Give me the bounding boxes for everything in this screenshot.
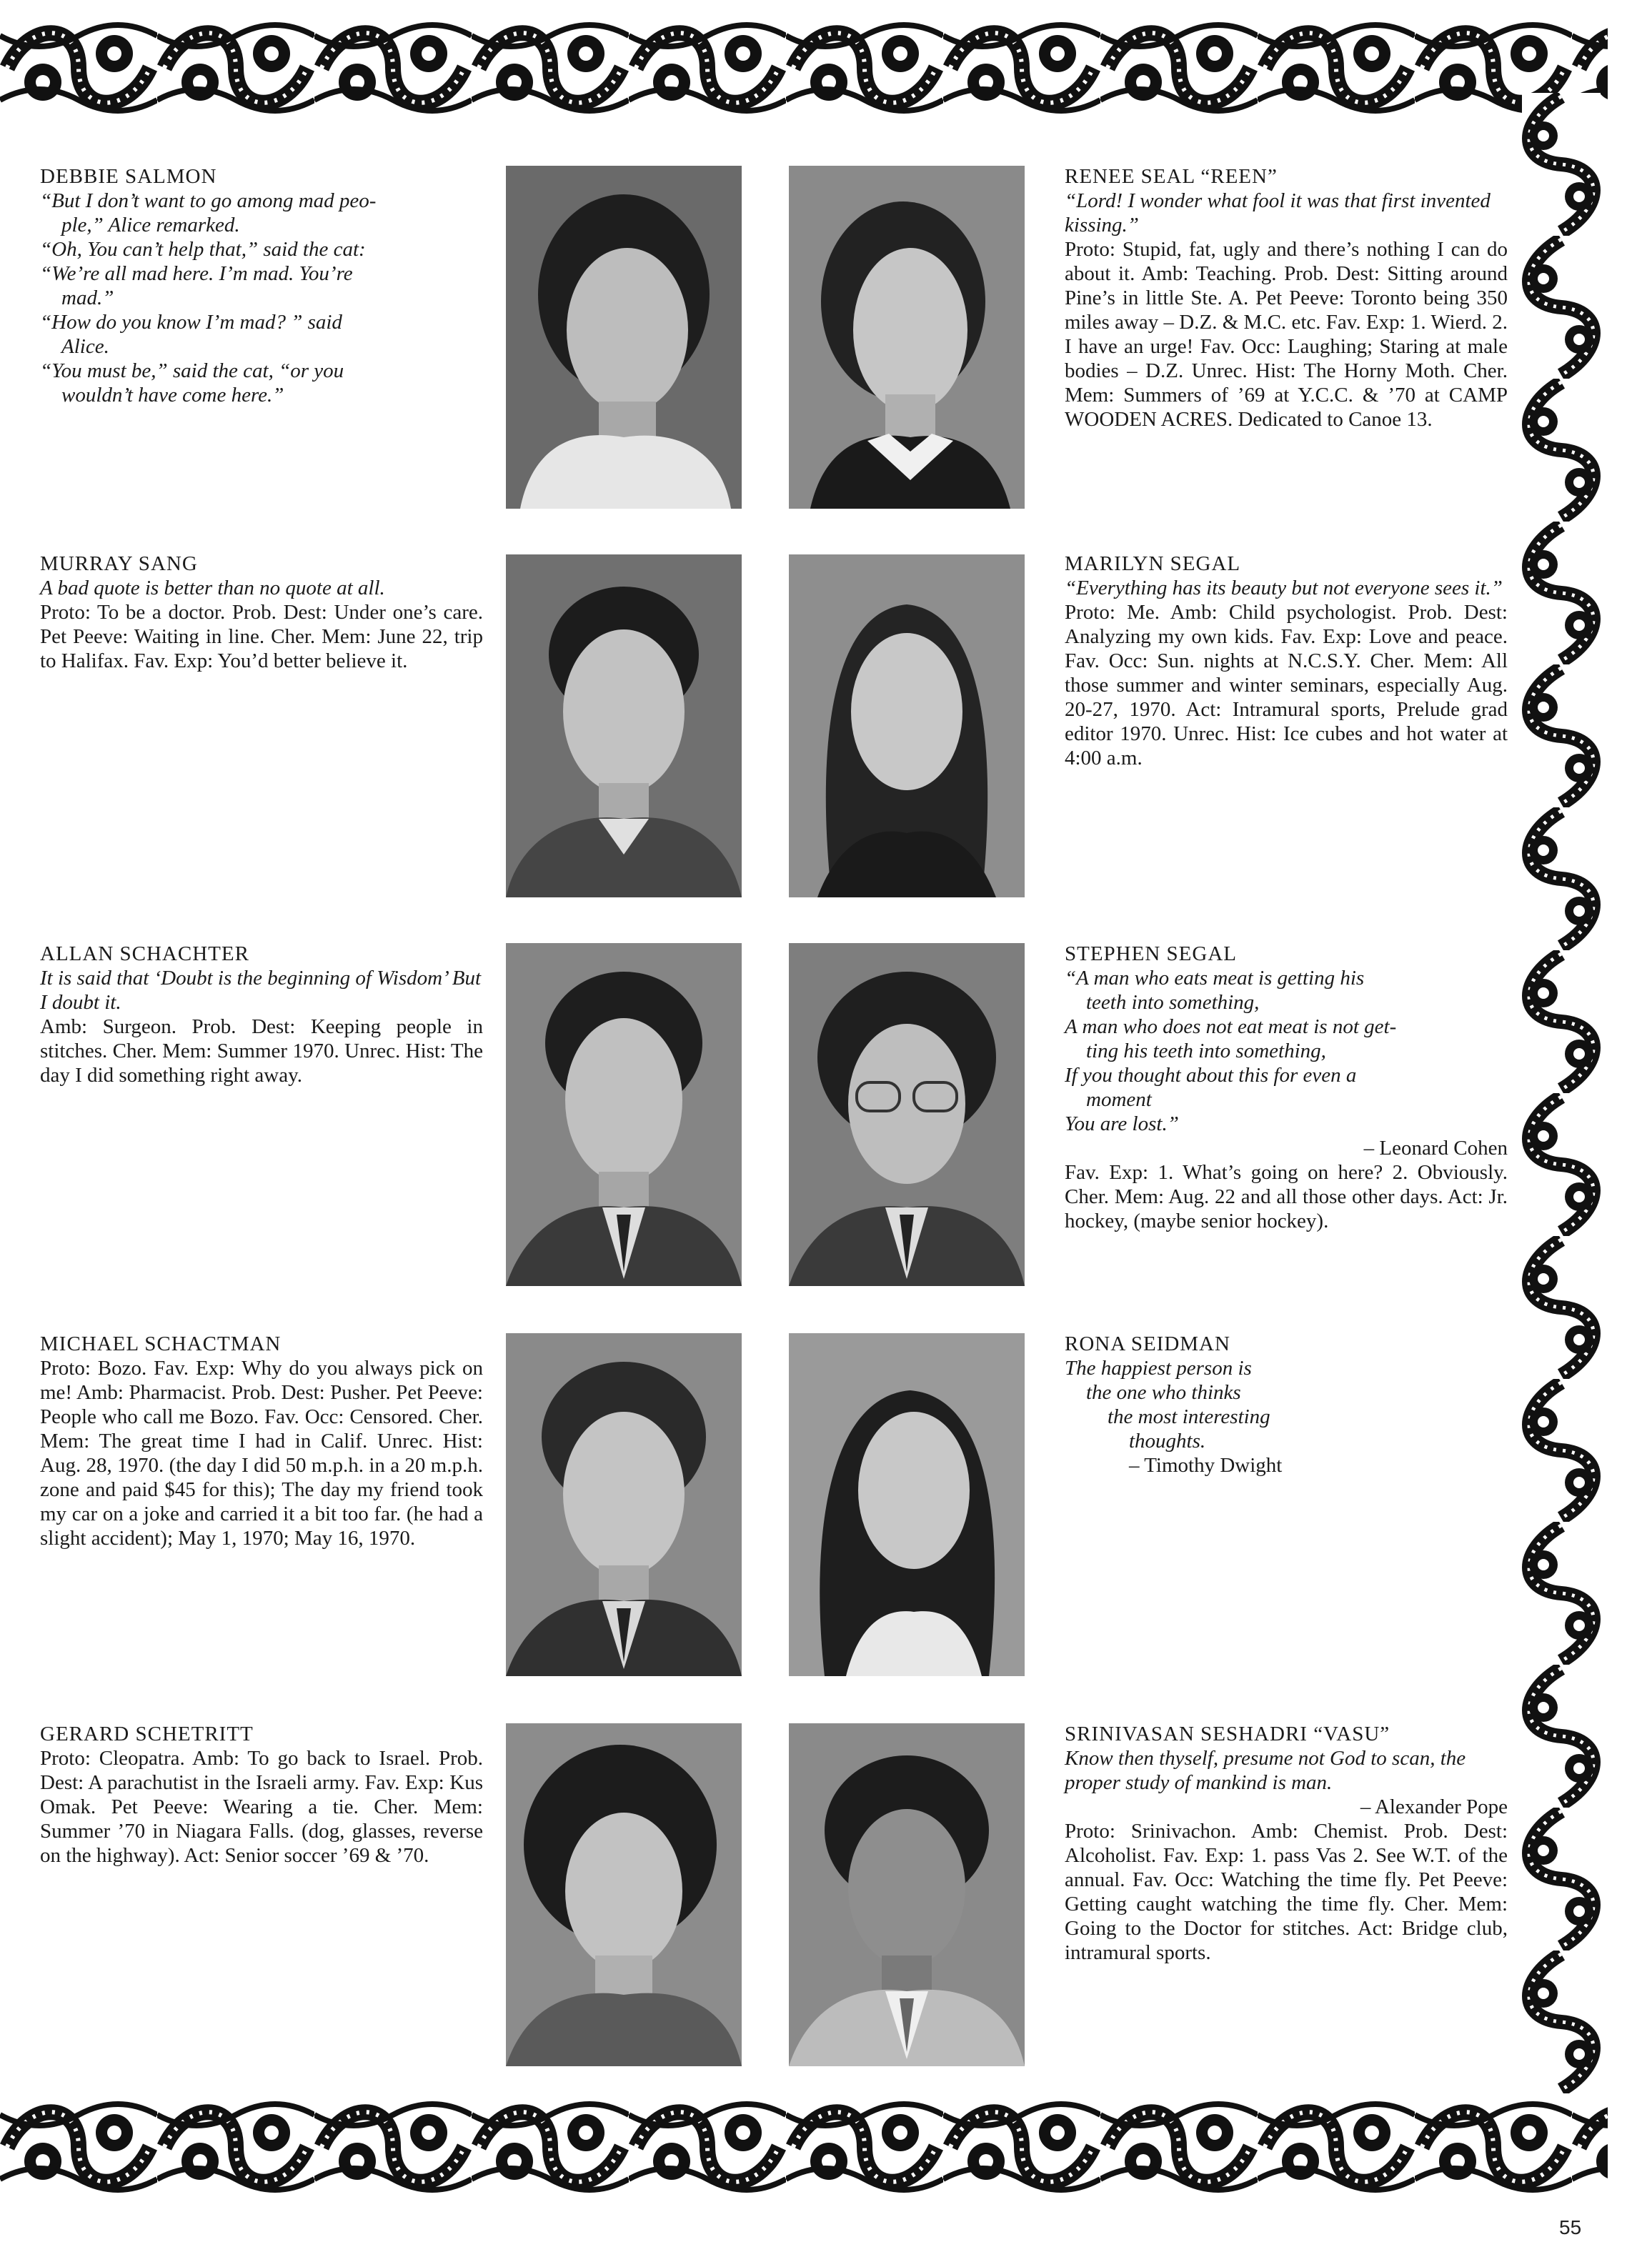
quote-line: mad.”	[61, 287, 114, 309]
quote-line: ple,” Alice remarked.	[61, 214, 240, 236]
quote-line: the one who thinks	[1086, 1381, 1241, 1404]
quote-line: Alice.	[61, 335, 109, 358]
entry-allan-schachter	[40, 942, 483, 1087]
photo-michael-schactman	[506, 1333, 742, 1676]
student-name: MURRAY SANG	[40, 552, 198, 575]
student-quote: It is said that ‘Doubt is the beginning of Wisdom’ But I doubt it.	[40, 967, 482, 1014]
student-quote	[1065, 1356, 1508, 1453]
entry-stephen-segal	[1065, 942, 1508, 1233]
student-quote: Know then thyself, presume not God to scan, the proper study of mankind is man.	[1065, 1747, 1466, 1794]
quote-attribution: – Timothy Dwight	[1129, 1454, 1283, 1477]
quote-line: “But I don’t want to go among mad peo-	[40, 189, 377, 212]
entry-renee-seal	[1065, 164, 1508, 432]
student-quote: “Lord! I wonder what fool it was that first invented kissing.”	[1065, 189, 1491, 236]
quote-line: “Oh, You can’t help that,” said the cat:	[40, 238, 366, 261]
photo-debbie-salmon	[506, 166, 742, 509]
quote-line: “How do you know I’m mad? ” said	[40, 311, 342, 334]
quote-line: moment	[1086, 1088, 1152, 1111]
student-details: Proto: Cleopatra. Amb: To go back to Israel. Prob. Dest: A parachutist in the Israeli army. Fav. Exp: Kus Omak. Pet Peeve: Wearing a tie. Cher. Mem: Summer ’70 in Niagara Falls. (dog, glasses, reverse on the highway). Act: Senior soccer ’69 & ’70.	[40, 1747, 483, 1867]
student-quote	[40, 189, 483, 407]
quote-attribution: – Alexander Pope	[1360, 1795, 1508, 1818]
student-name: SRINIVASAN SESHADRI “VASU”	[1065, 1723, 1390, 1745]
student-details: Proto: Srinivachon. Amb: Chemist. Prob. Dest: Alcoholist. Fav. Exp: 1. pass Vas 2. See W.T. of the annual. Fav. Occ: Watching the time fly. Pet Peeve: Getting caught watching the time fly. Cher. Mem: Going to the Doctor for stitches. Act: Bridge club, intramural sports.	[1065, 1820, 1508, 1964]
ornamental-border-bottom	[0, 2093, 1608, 2201]
entry-srinivasan-seshadri	[1065, 1722, 1508, 1965]
student-name: ALLAN SCHACHTER	[40, 942, 249, 965]
photo-gerard-schetritt	[506, 1723, 742, 2066]
quote-line: thoughts.	[1129, 1430, 1206, 1453]
quote-line: “A man who eats meat is getting his	[1065, 967, 1365, 990]
student-name: DEBBIE SALMON	[40, 165, 217, 188]
student-name: RONA SEIDMAN	[1065, 1332, 1230, 1355]
entry-murray-sang	[40, 552, 483, 673]
quote-line: If you thought about this for even a	[1065, 1064, 1357, 1087]
quote-line: ting his teeth into something,	[1086, 1040, 1326, 1062]
quote-attribution: – Leonard Cohen	[1363, 1137, 1508, 1160]
student-details: Fav. Exp: 1. What’s going on here? 2. Obviously. Cher. Mem: Aug. 22 and all those other days. Act: Jr. hockey, (maybe senior hockey).	[1065, 1161, 1508, 1232]
student-quote: A bad quote is better than no quote at all.	[40, 577, 385, 599]
ornamental-border-right	[1522, 93, 1601, 2129]
student-quote: “Everything has its beauty but not everyone sees it.”	[1065, 577, 1503, 599]
photo-marilyn-segal	[789, 554, 1025, 897]
quote-line: teeth into something,	[1086, 991, 1260, 1014]
photo-rona-seidman	[789, 1333, 1025, 1676]
entry-rona-seidman	[1065, 1332, 1508, 1478]
entry-marilyn-segal	[1065, 552, 1508, 770]
photo-srinivasan-seshadri	[789, 1723, 1025, 2066]
student-details: Proto: To be a doctor. Prob. Dest: Under one’s care. Pet Peeve: Waiting in line. Cher. Mem: June 22, trip to Halifax. Fav. Exp: You’d better believe it.	[40, 601, 483, 672]
quote-line: wouldn’t have come here.”	[61, 384, 284, 407]
student-name: MICHAEL SCHACTMAN	[40, 1332, 282, 1355]
student-details: Proto: Stupid, fat, ugly and there’s nothing I can do about it. Amb: Teaching. Prob. Dest: Sitting around Pine’s in little Ste. A. Pet Peeve: Toronto being 350 miles away – D.Z. & M.C. etc. Fav. Exp: 1. Wierd. 2. I have an urge! Fav. Occ: Laughing; Staring at male bodies – D.Z. Unrec. Hist: The Horny Moth. Cher. Mem: Summers of ’69 at Y.C.C. & ’70 at CAMP WOODEN ACRES. Dedicated to Canoe 13.	[1065, 238, 1508, 431]
ornamental-border-top	[0, 14, 1608, 121]
quote-line: You are lost.”	[1065, 1112, 1179, 1135]
entry-debbie-salmon	[40, 164, 483, 407]
quote-line: A man who does not eat meat is not get-	[1065, 1015, 1397, 1038]
page-number: 55	[1559, 2216, 1582, 2238]
entry-gerard-schetritt	[40, 1722, 483, 1868]
student-name: STEPHEN SEGAL	[1065, 942, 1237, 965]
quote-line: The happiest person is	[1065, 1357, 1252, 1380]
student-name: GERARD SCHETRITT	[40, 1723, 254, 1745]
student-details: Proto: Bozo. Fav. Exp: Why do you always pick on me! Amb: Pharmacist. Prob. Dest: Pusher. Pet Peeve: People who call me Bozo. Fav. Occ: Censored. Cher. Mem: The great time I had in Calif. Unrec. Hist: Aug. 28, 1970. (the day I did 50 m.p.h. in a 20 m.p.h. zone and paid $45 for this); The day my friend took my car on a joke and carried it a bit too far. (he had a slight accident); May 1, 1970; May 16, 1970.	[40, 1357, 483, 1550]
entry-michael-schactman	[40, 1332, 483, 1550]
student-name: RENEE SEAL “REEN”	[1065, 165, 1278, 188]
quote-line: the most interesting	[1108, 1405, 1270, 1428]
photo-allan-schachter	[506, 943, 742, 1286]
quote-line: “We’re all mad here. I’m mad. You’re	[40, 262, 353, 285]
student-details: Proto: Me. Amb: Child psychologist. Prob. Dest: Analyzing my own kids. Fav. Exp: Love and peace. Fav. Occ: Sun. nights at N.C.S.Y. Cher. Mem: All those summer and winter seminars, especially Aug. 20-27, 1970. Act: Intramural sports, Prelude grad editor 1970. Unrec. Hist: Ice cubes and hot water at 4:00 a.m.	[1065, 601, 1508, 769]
photo-murray-sang	[506, 554, 742, 897]
photo-renee-seal	[789, 166, 1025, 509]
student-quote	[1065, 966, 1508, 1136]
student-name: MARILYN SEGAL	[1065, 552, 1241, 575]
student-details: Amb: Surgeon. Prob. Dest: Keeping people in stitches. Cher. Mem: Summer 1970. Unrec. Hist: The day I did something right away.	[40, 1015, 483, 1087]
quote-line: “You must be,” said the cat, “or you	[40, 359, 344, 382]
photo-stephen-segal	[789, 943, 1025, 1286]
